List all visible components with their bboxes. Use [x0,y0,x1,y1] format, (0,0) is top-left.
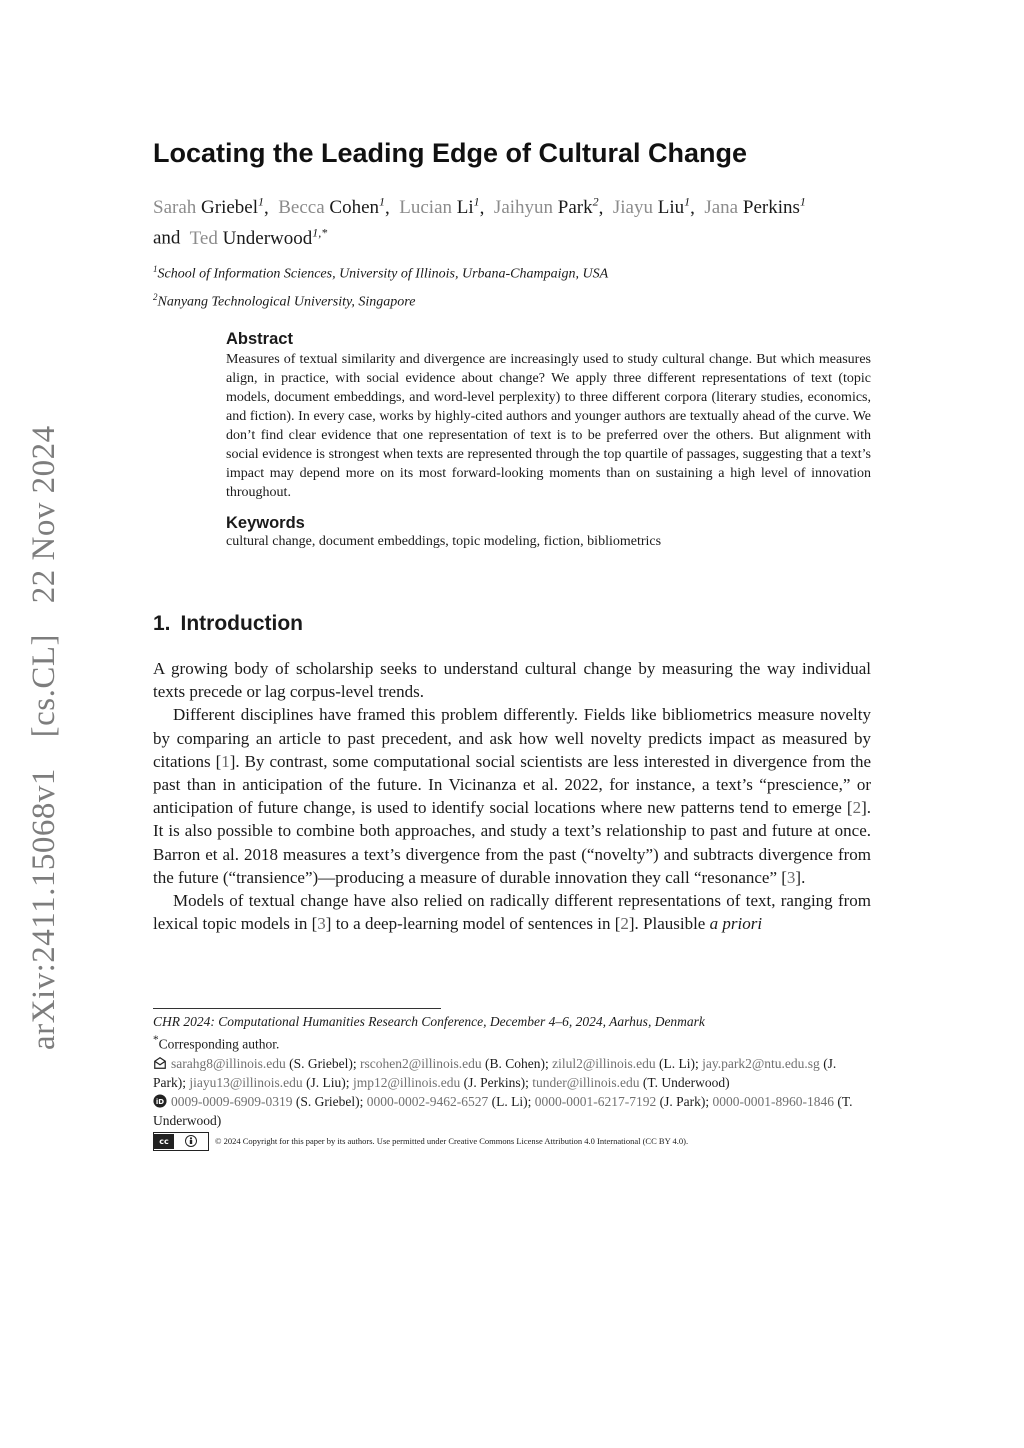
email-link[interactable]: zilul2@illinois.edu [552,1055,656,1071]
author: Lucian Li$^1$ [399,195,480,219]
person-icon [185,1135,197,1147]
orcid-list: iD 0009-0009-6909-0319 (S. Griebel); 0000-0002-9462-6527 (L. Li); 0000-0001-6217-7192 (J. Park); 0000-0001-8960-1846 (T. Underwood) [153,1093,853,1128]
paragraph: Models of textual change have also relied on radically different representations of text, ranging from lexical topic models in [3] to a deep-learning model of sentences in [2]. Plausible a priori [153,891,871,934]
envelope-icon [153,1056,167,1070]
citation-link[interactable]: 2 [852,798,862,818]
abstract-section [226,330,871,550]
paper-title: Locating the Leading Edge of Cultural Change [153,138,748,168]
affiliation: $^2$Nanyang Technological University, Singapore [153,291,416,310]
author: Sarah Griebel$^1$ [153,195,264,219]
email-link[interactable]: jmp12@illinois.edu [352,1074,461,1090]
email-link[interactable]: jiayu13@illinois.edu [189,1074,303,1090]
orcid-link[interactable]: 0009-0009-6909-0319 [171,1093,293,1109]
citation-link[interactable]: 2 [620,914,629,934]
footnote-rule [153,1008,441,1009]
arxiv-stamp [26,403,63,1050]
author: Jana Perkins$^1$ [704,195,806,219]
cc-by-badge: cc [153,1132,209,1151]
citation-link[interactable]: 1 [221,751,230,771]
corresponding-note: *Corresponding author. [153,1034,280,1052]
citation-link[interactable]: 3 [786,867,796,887]
conference-note: CHR 2024: Computational Humanities Research Conference, December 4–6, 2024, Aarhus, Denmark [153,1014,705,1029]
section-heading [153,612,303,636]
section-number: 1. [153,612,171,635]
arxiv-id: arXiv:2411.15068v1 [26,768,62,1050]
author: Ted Underwood$^{1,*}$ [189,225,328,249]
paragraph: A growing body of scholarship seeks to understand cultural change by measuring the way individual texts precede or lag corpus-level trends. [153,659,871,702]
license-text: © 2024 Copyright for this paper by its authors. Use permitted under Creative Commons License Attribution 4.0 International (CC BY 4.0). [215,1135,689,1146]
citation-link[interactable]: 3 [317,914,326,934]
orcid-link[interactable]: 0000-0001-6217-7192 [534,1093,657,1109]
footnotes [153,1012,871,1151]
author-connector: and [153,227,181,249]
paragraph: Different disciplines have framed this problem differently. Fields like bibliometrics measure novelty by comparing an article to past precedent, and ask how well novelty predicts impact as measured by citations [1]. By contrast, some computational social scientists are less interested in divergence from the past than in anticipation of the future. In Vicinanza et al. 2022, for instance, a text’s “prescience,” or anticipation of future change, is used to identify social locations where new patterns tend to emerge [2]. It is also possible to combine both approaches, and study a text’s relationship to past and future at once. Barron et al. 2018 measures a text’s divergence from the past (“novelty”) and subtracts divergence from the future (“transience”)—producing a measure of durable innovation they call “resonance” [3]. [153,705,871,887]
email-list: sarahg8@illinois.edu (S. Griebel); rscohen2@illinois.edu (B. Cohen); zilul2@illinois.edu (L. Li); jay.park2@ntu.edu.sg (J. Park); jiayu13@illinois.edu (J. Liu); jmp12@illinois.edu (J. Perkins); tunder@illinois.edu (T. Underwood) [153,1055,837,1090]
body-text [153,657,871,935]
abstract-heading: Abstract [226,330,293,348]
arxiv-category: [cs.CL] [26,634,62,738]
affiliation: $^1$School of Information Sciences, University of Illinois, Urbana-Champaign, USA [153,264,609,282]
license-note [153,1132,871,1151]
email-link[interactable]: rscohen2@illinois.edu [360,1055,482,1071]
email-link[interactable]: tunder@illinois.edu [532,1074,640,1090]
orcid-link[interactable]: 0000-0001-8960-1846 [712,1093,834,1109]
abstract-text: Measures of textual similarity and divergence are increasingly used to study cultural change. But which measures align, in practice, with social evidence about change? We apply three different representations of text (topic models, document embeddings, and word-level perplexity) to three different corpora (literary studies, economics, and fiction). In every case, works by highly-cited authors and younger authors are textually ahead of the curve. We don’t find clear evidence that one representation of text is to be preferred over the others. But alignment with social evidence is strongest when texts are represented through the top quartile of passages, suggesting that a text’s impact may depend more on its most forward-looking moments than on sustaining a high level of innovation throughout. [226,352,871,500]
email-link[interactable]: sarahg8@illinois.edu [171,1055,286,1071]
email-link[interactable]: jay.park2@ntu.edu.sg [702,1055,820,1071]
author: Becca Cohen$^1$ [278,195,386,219]
orcid-link[interactable]: 0000-0002-9462-6527 [366,1093,489,1109]
author: Jaihyun Park$^2$ [493,195,599,219]
keywords-heading: Keywords [226,514,305,532]
section-title: Introduction [180,612,303,635]
author-list: Sarah Griebel$^1$, Becca Cohen$^1$, Lucian Li$^1$, Jaihyun Park$^2$, Jiayu Liu$^1$, Jana Perkins$^1$ and Ted Underwood$^{1,*}$ [153,195,806,249]
author: Jiayu Liu$^1$ [612,195,691,219]
arxiv-date: 22 Nov 2024 [26,425,62,604]
svg-text:iD: iD [155,1097,165,1106]
orcid-icon [153,1094,167,1108]
keywords-text: cultural change, document embeddings, topic modeling, fiction, bibliometrics [226,534,662,549]
affiliations [153,258,873,313]
